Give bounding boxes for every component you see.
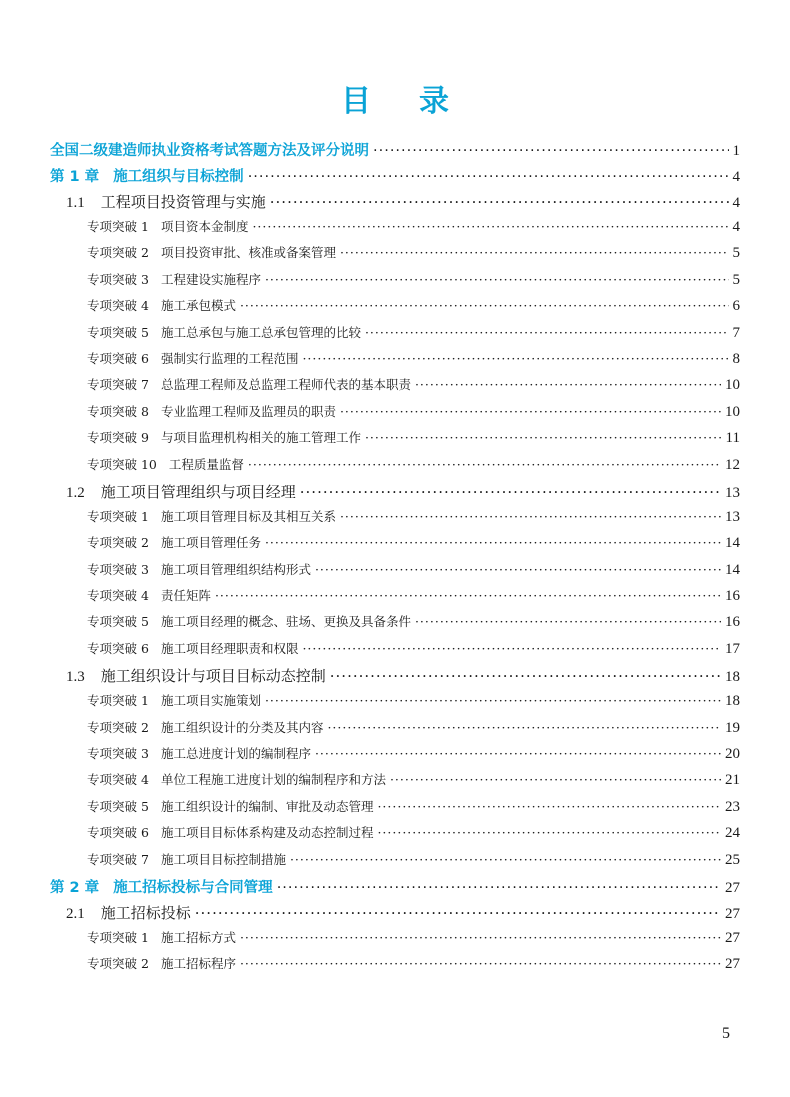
toc-entry-number: 专项突破 3 xyxy=(87,271,149,287)
toc-entry-title xyxy=(66,191,266,212)
toc-entry-title xyxy=(50,139,369,160)
toc-subsection-entry[interactable] xyxy=(50,455,740,481)
toc-entry-number: 1.1 xyxy=(66,195,85,211)
toc-entry-title xyxy=(87,375,411,393)
toc-subsection-entry[interactable] xyxy=(50,560,740,586)
toc-entry-label: 施工项目管理目标及其相互关系 xyxy=(160,508,336,524)
toc-entry-label: 施工招标投标 xyxy=(100,903,191,922)
toc-page-number: 4 xyxy=(732,219,740,235)
toc-entry-title xyxy=(87,928,236,946)
toc-leader-dots xyxy=(365,325,729,340)
toc-entry-title xyxy=(87,744,311,762)
toc-leader-dots xyxy=(415,377,721,392)
toc-entry-number: 专项突破 6 xyxy=(87,640,149,656)
toc-subsection-entry[interactable] xyxy=(50,823,740,849)
toc-section-entry[interactable] xyxy=(50,191,740,217)
toc-subsection-entry[interactable] xyxy=(50,770,740,796)
toc-entry-title xyxy=(87,823,373,841)
toc-page-number: 20 xyxy=(725,746,740,763)
toc-page-number: 5 xyxy=(732,271,740,288)
toc-page-number: 27 xyxy=(725,905,740,922)
toc-subsection-entry[interactable] xyxy=(50,639,740,665)
toc-page-number: 4 xyxy=(732,169,740,185)
toc-leader-dots xyxy=(265,693,721,708)
toc-page-number: 13 xyxy=(725,508,740,525)
toc-entry-number: 专项突破 7 xyxy=(87,851,149,867)
toc-leader-dots xyxy=(248,457,721,472)
toc-entry-title xyxy=(87,560,311,578)
toc-entry-number: 专项突破 5 xyxy=(87,614,149,630)
toc-page-number: 18 xyxy=(725,669,740,686)
toc-entry-title xyxy=(87,243,336,261)
toc-entry-label: 施工项目管理任务 xyxy=(160,535,261,551)
toc-page-number: 12 xyxy=(725,456,740,473)
toc-entry-label: 工程项目投资管理与实施 xyxy=(100,193,266,211)
toc-entry-label: 全国二级建造师执业资格考试答题方法及评分说明 xyxy=(50,143,369,159)
toc-entry-title xyxy=(87,639,298,657)
toc-entry-label: 施工项目管理组织结构形式 xyxy=(160,561,311,577)
toc-leader-dots xyxy=(390,772,721,787)
toc-entry-label: 工程建设实施程序 xyxy=(160,271,261,287)
toc-subsection-entry[interactable] xyxy=(50,296,740,322)
toc-entry-title xyxy=(87,850,286,868)
toc-entry-number: 专项突破 1 xyxy=(87,929,149,945)
toc-entry-number: 专项突破 3 xyxy=(87,561,149,577)
toc-entry-label: 施工项目目标体系构建及动态控制过程 xyxy=(160,825,374,841)
toc-entry-title xyxy=(87,507,336,525)
toc-entry-label: 施工组织设计与项目目标动态控制 xyxy=(100,667,326,686)
toc-subsection-entry[interactable] xyxy=(50,718,740,744)
toc-leader-dots xyxy=(340,509,721,524)
toc-leader-dots xyxy=(365,430,722,445)
toc-leader-dots xyxy=(415,614,721,629)
toc-subsection-entry[interactable] xyxy=(50,349,740,375)
toc-entry-title xyxy=(87,691,261,709)
toc-entry-title xyxy=(87,797,373,815)
toc-entry-number: 专项突破 7 xyxy=(87,377,149,393)
page-title: 目录 xyxy=(341,84,497,120)
toc-subsection-entry[interactable] xyxy=(50,217,740,243)
toc-page-number: 10 xyxy=(725,403,740,420)
toc-page-number: 18 xyxy=(725,693,740,710)
toc-entry-label: 施工招标方式 xyxy=(160,929,236,945)
toc-entry-title xyxy=(87,770,386,788)
toc-subsection-entry[interactable] xyxy=(50,744,740,770)
toc-entry-number: 专项突破 1 xyxy=(87,508,149,524)
toc-leader-dots xyxy=(315,562,721,577)
toc-entry-title xyxy=(87,217,248,235)
toc-entry-label: 施工组织设计的分类及其内容 xyxy=(160,719,324,735)
toc-entry-number: 专项突破 5 xyxy=(87,798,149,814)
toc-subsection-entry[interactable] xyxy=(50,586,740,612)
toc-entry-number: 专项突破 4 xyxy=(87,298,149,314)
toc-entry-number: 专项突破 10 xyxy=(87,456,157,472)
toc-entry-label: 施工总进度计划的编制程序 xyxy=(160,746,311,762)
toc-page-number: 17 xyxy=(725,640,740,657)
toc-subsection-entry[interactable] xyxy=(50,402,740,428)
toc-entry-number: 专项突破 8 xyxy=(87,403,149,419)
toc-entry-label: 强制实行监理的工程范围 xyxy=(160,350,299,366)
toc-subsection-entry[interactable] xyxy=(50,928,740,954)
toc-chapter-entry[interactable] xyxy=(50,876,740,902)
toc-leader-dots xyxy=(270,193,729,211)
toc-leader-dots xyxy=(377,825,721,840)
toc-entry-label: 工程质量监督 xyxy=(168,456,244,472)
toc-page-number: 14 xyxy=(725,535,740,552)
toc-leader-dots xyxy=(265,535,721,550)
toc-subsection-entry[interactable] xyxy=(50,797,740,823)
toc-entry-title xyxy=(66,481,296,502)
toc-page-number: 21 xyxy=(725,772,740,789)
toc-entry-label: 专业监理工程师及监理员的职责 xyxy=(160,403,336,419)
toc-entry-label: 总监理工程师及总监理工程师代表的基本职责 xyxy=(160,377,411,393)
toc-entry-title xyxy=(50,876,273,897)
toc-entry-title xyxy=(87,349,298,367)
toc-entry-label: 施工项目经理职责和权限 xyxy=(160,640,299,656)
toc-entry-number: 专项突破 4 xyxy=(87,588,149,604)
toc-entry-title xyxy=(87,612,411,630)
toc-entry-label: 施工组织与目标控制 xyxy=(113,169,244,185)
toc-page-number: 19 xyxy=(725,719,740,736)
toc-entry-title xyxy=(87,402,336,420)
toc-leader-dots xyxy=(340,404,721,419)
toc-entry-number: 专项突破 1 xyxy=(87,219,149,234)
toc-section-entry[interactable] xyxy=(50,481,740,507)
toc-entry-label: 施工项目实施策划 xyxy=(160,693,261,709)
toc-entry-number: 专项突破 2 xyxy=(87,956,149,972)
toc-subsection-entry[interactable] xyxy=(50,507,740,533)
toc-entry-title xyxy=(50,165,244,186)
toc-page-number: 23 xyxy=(725,798,740,815)
toc-subsection-entry[interactable] xyxy=(50,270,740,296)
toc-subsection-entry[interactable] xyxy=(50,850,740,876)
table-of-contents xyxy=(50,139,740,981)
toc-page-number: 13 xyxy=(725,484,740,501)
toc-page-number: 1 xyxy=(732,143,740,159)
toc-entry-title xyxy=(87,323,361,341)
toc-leader-dots xyxy=(248,169,729,185)
toc-leader-dots xyxy=(302,641,721,656)
toc-entry-title xyxy=(87,296,236,314)
toc-leader-dots xyxy=(265,272,729,287)
toc-page-number: 14 xyxy=(725,561,740,578)
toc-entry-number: 专项突破 6 xyxy=(87,825,149,841)
toc-entry-label: 与项目监理机构相关的施工管理工作 xyxy=(160,430,361,446)
toc-entry-label: 施工项目目标控制措施 xyxy=(160,851,286,867)
toc-subsection-entry[interactable] xyxy=(50,533,740,559)
page-number: 5 xyxy=(722,1025,730,1042)
toc-leader-dots xyxy=(315,746,721,761)
toc-section-entry[interactable] xyxy=(50,665,740,691)
toc-leader-dots xyxy=(240,930,721,945)
toc-page-number: 10 xyxy=(725,377,740,394)
toc-chapter-entry[interactable] xyxy=(50,165,740,191)
toc-subsection-entry[interactable] xyxy=(50,954,740,980)
toc-entry-label: 项目投资审批、核准或备案管理 xyxy=(160,245,336,261)
toc-page-number: 27 xyxy=(725,879,740,896)
toc-entry-title xyxy=(87,954,236,972)
toc-chapter-entry[interactable] xyxy=(50,139,740,165)
toc-leader-dots xyxy=(195,904,721,922)
toc-entry-title xyxy=(66,902,191,923)
toc-leader-dots xyxy=(327,720,721,735)
toc-page-number: 5 xyxy=(732,245,740,262)
toc-entry-label: 施工招标程序 xyxy=(160,956,236,972)
toc-entry-number: 第 2 章 xyxy=(50,879,100,896)
toc-entry-label: 项目资本金制度 xyxy=(160,219,249,234)
toc-entry-number: 2.1 xyxy=(66,905,85,922)
toc-entry-number: 专项突破 2 xyxy=(87,719,149,735)
toc-subsection-entry[interactable] xyxy=(50,243,740,269)
toc-entry-number: 专项突破 5 xyxy=(87,324,149,340)
toc-page-number: 8 xyxy=(732,350,740,367)
toc-entry-number: 1.3 xyxy=(66,669,85,686)
toc-entry-title xyxy=(87,586,211,604)
toc-entry-number: 专项突破 2 xyxy=(87,535,149,551)
toc-section-entry[interactable] xyxy=(50,902,740,928)
toc-page-number: 7 xyxy=(732,324,740,341)
toc-entry-number: 专项突破 1 xyxy=(87,693,149,709)
toc-entry-number: 专项突破 9 xyxy=(87,430,149,446)
toc-entry-number: 专项突破 2 xyxy=(87,245,149,261)
toc-leader-dots xyxy=(302,351,728,366)
toc-subsection-entry[interactable] xyxy=(50,428,740,454)
toc-leader-dots xyxy=(290,852,721,867)
toc-entry-number: 第 1 章 xyxy=(50,169,100,185)
toc-entry-label: 施工总承包与施工总承包管理的比较 xyxy=(160,324,361,340)
toc-entry-label: 施工项目管理组织与项目经理 xyxy=(100,482,296,501)
toc-entry-title xyxy=(87,428,361,446)
toc-page-number: 24 xyxy=(725,825,740,842)
toc-page-number: 11 xyxy=(725,430,740,447)
toc-entry-label: 单位工程施工进度计划的编制程序和方法 xyxy=(160,772,386,788)
toc-subsection-entry[interactable] xyxy=(50,612,740,638)
toc-page-number: 16 xyxy=(725,614,740,631)
toc-leader-dots xyxy=(215,588,721,603)
toc-entry-title xyxy=(66,665,326,686)
toc-leader-dots xyxy=(300,483,721,501)
toc-entry-title xyxy=(87,455,244,473)
toc-entry-title xyxy=(87,270,261,288)
toc-leader-dots xyxy=(330,667,721,685)
toc-leader-dots xyxy=(252,219,728,234)
toc-subsection-entry[interactable] xyxy=(50,323,740,349)
toc-entry-title xyxy=(87,718,323,736)
toc-entry-title xyxy=(87,533,261,551)
toc-leader-dots xyxy=(240,298,729,313)
toc-entry-label: 施工项目经理的概念、驻场、更换及具备条件 xyxy=(160,614,411,630)
toc-entry-label: 施工承包模式 xyxy=(160,298,236,314)
toc-page-number: 25 xyxy=(725,851,740,868)
toc-entry-number: 专项突破 4 xyxy=(87,772,149,788)
toc-subsection-entry[interactable] xyxy=(50,691,740,717)
toc-leader-dots xyxy=(240,956,721,971)
toc-entry-label: 责任矩阵 xyxy=(160,588,211,604)
toc-page-number: 27 xyxy=(725,956,740,973)
toc-leader-dots xyxy=(373,143,729,159)
toc-leader-dots xyxy=(340,245,729,260)
toc-entry-number: 1.2 xyxy=(66,484,85,501)
toc-leader-dots xyxy=(377,799,721,814)
toc-page-number: 4 xyxy=(732,195,740,211)
toc-entry-label: 施工组织设计的编制、审批及动态管理 xyxy=(160,798,374,814)
toc-subsection-entry[interactable] xyxy=(50,375,740,401)
toc-page-number: 6 xyxy=(732,298,740,315)
toc-entry-number: 专项突破 3 xyxy=(87,746,149,762)
toc-entry-number: 专项突破 6 xyxy=(87,350,149,366)
toc-page-number: 27 xyxy=(725,929,740,946)
toc-entry-label: 施工招标投标与合同管理 xyxy=(113,879,273,896)
toc-page-number: 16 xyxy=(725,588,740,605)
toc-leader-dots xyxy=(277,880,721,896)
